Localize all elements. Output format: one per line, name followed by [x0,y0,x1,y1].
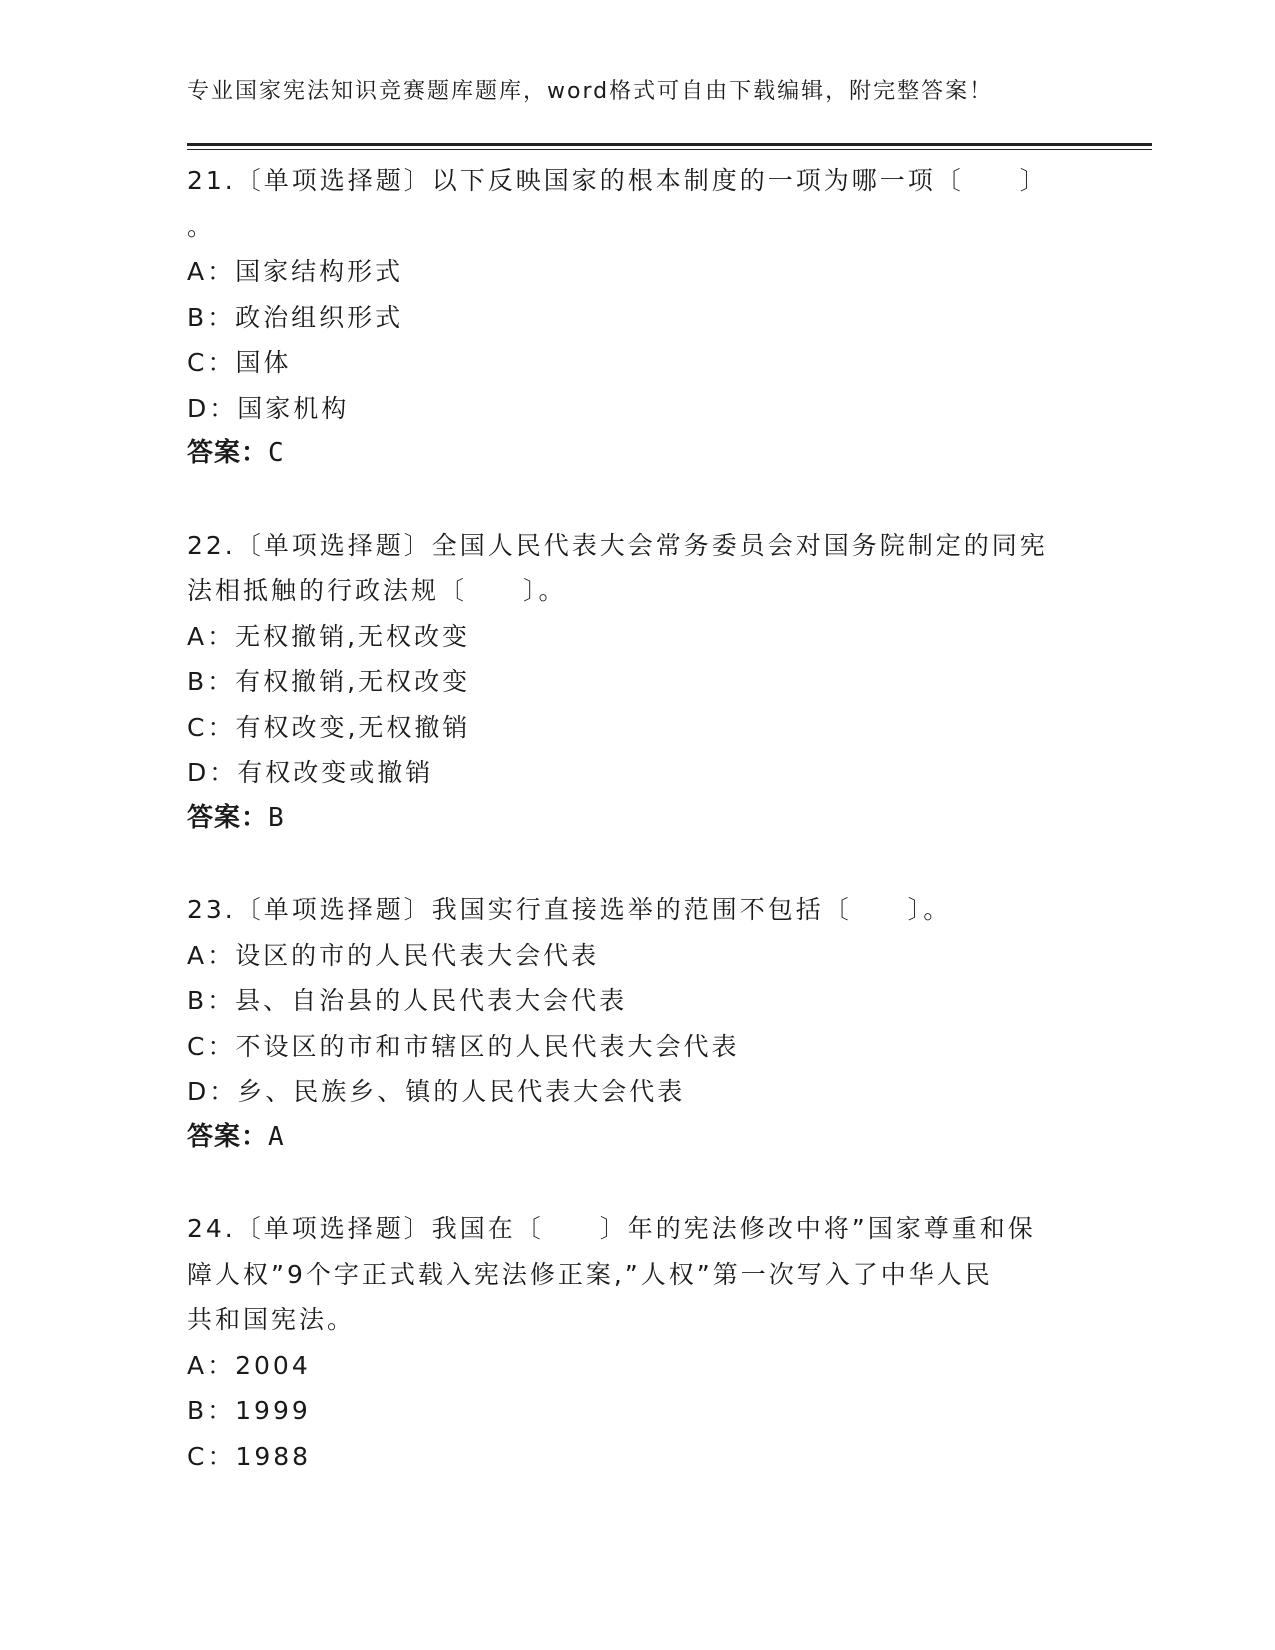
answer-option: B：有权撤销,无权改变 [187,667,471,696]
header-divider-thick [187,143,1152,146]
question-stem-line: 。 [187,211,216,241]
answer-option: A：2004 [187,1350,311,1380]
answer-option: C：国体 [187,348,292,377]
correct-answer [187,1115,1087,1161]
answer-option: C：有权改变,无权撤销 [187,712,471,742]
answer-option: C：不设区的市和市辖区的人民代表大会代表 [187,1031,740,1061]
answer-option: C：1988 [187,1441,312,1471]
correct-answer [187,431,1087,477]
answer-option: A：设区的市的人民代表大会代表 [187,940,600,970]
question-stem-line: 23.〔单项选择题〕我国实行直接选举的范围不包括〔 〕。 [187,895,952,924]
answer-option: B：1999 [187,1396,311,1425]
question-stem-line: 共和国宪法。 [187,1305,356,1334]
question-stem-line: 24.〔单项选择题〕我国在〔 〕年的宪法修改中将”国家尊重和保 [187,1214,1036,1243]
answer-option: D：国家机构 [187,393,350,423]
answer-option: D：乡、民族乡、镇的人民代表大会代表 [187,1077,686,1106]
question-stem-line: 障人权”9个字正式载入宪法修正案,”人权”第一次写入了中华人民 [187,1259,993,1289]
answer-option: B：政治组织形式 [187,302,404,332]
question-block [187,523,1087,842]
answer-label: 答案： [187,802,269,833]
question-list [187,158,1087,1525]
answer-option: A：无权撤销,无权改变 [187,621,471,651]
answer-value: A [268,1121,285,1152]
answer-value: B [268,802,285,833]
document-header: 专业国家宪法知识竞赛题库题库，word格式可自由下载编辑，附完整答案！ [187,79,994,104]
answer-value: C [268,438,285,468]
answer-option: A：国家结构形式 [187,257,404,286]
question-stem-line: 22.〔单项选择题〕全国人民代表大会常务委员会对国务院制定的同宪 [187,530,1048,560]
answer-option: D：有权改变或撤销 [187,758,434,787]
correct-answer [187,796,1087,842]
question-stem-line: 法相抵触的行政法规〔 〕。 [187,576,567,605]
answer-option: B：县、自治县的人民代表大会代表 [187,986,628,1015]
answer-label: 答案： [187,438,269,468]
question-stem-line: 21.〔单项选择题〕以下反映国家的根本制度的一项为哪一项〔 〕 [187,166,1048,195]
question-block [187,158,1087,477]
question-block [187,887,1087,1160]
header-divider-thin [187,149,1152,150]
question-block [187,1206,1087,1479]
answer-label: 答案： [187,1121,269,1152]
